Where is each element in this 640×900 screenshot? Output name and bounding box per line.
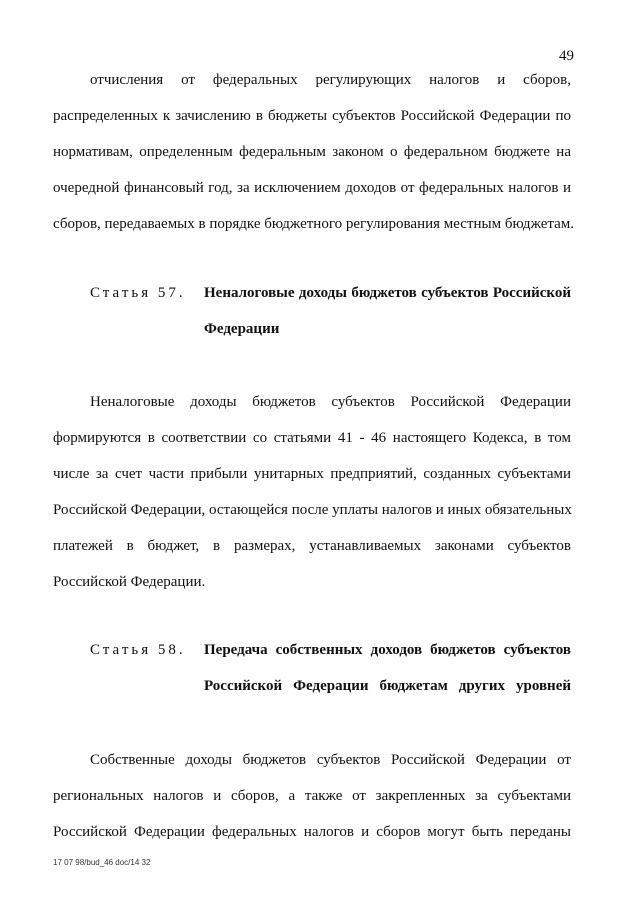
paragraph-line: нормативам, определенным федеральным законом о федеральном бюджете на [53,144,571,160]
article-58-title-line: Российской Федерации бюджетам других уровней [204,678,571,694]
article-57-title-line: Неналоговые доходы бюджетов субъектов Российской [204,285,571,301]
paragraph-line: распределенных к зачислению в бюджеты субъектов Российской Федерации по [53,108,571,124]
article-57-body-line: числе за счет части прибыли унитарных предприятий, созданных субъектами [53,466,571,482]
article-57-label: Статья 57. [90,285,186,301]
article-57-body-line: Российской Федерации. [53,574,206,590]
article-57-title-line: Федерации [204,321,280,337]
paragraph-line: отчисления от федеральных регулирующих налогов и сборов, [90,72,571,88]
article-57-body-line: формируются в соответствии со статьями 41 - 46 настоящего Кодекса, в том [53,430,571,446]
article-57-body-line: платежей в бюджет, в размерах, устанавливаемых законами субъектов [53,538,571,554]
article-57-body-line: Неналоговые доходы бюджетов субъектов Российской Федерации [90,394,571,410]
paragraph-line: сборов, передаваемых в порядке бюджетного регулирования местным бюджетам. [53,216,575,232]
page-number: 49 [559,48,574,64]
paragraph-line: очередной финансовый год, за исключением доходов от федеральных налогов и [53,180,571,196]
article-58-body-line: Российской Федерации федеральных налогов и сборов могут быть переданы [53,824,571,840]
document-footer: 17 07 98/bud_46 doc/14 32 [53,858,151,867]
article-58-label: Статья 58. [90,642,186,658]
article-57-body-line: Российской Федерации, остающейся после уплаты налогов и иных обязательных [53,502,572,518]
article-58-body-line: Собственные доходы бюджетов субъектов Российской Федерации от [90,752,571,768]
article-58-title-line: Передача собственных доходов бюджетов субъектов [204,642,571,658]
article-58-body-line: региональных налогов и сборов, а также от закрепленных за субъектами [53,788,571,804]
